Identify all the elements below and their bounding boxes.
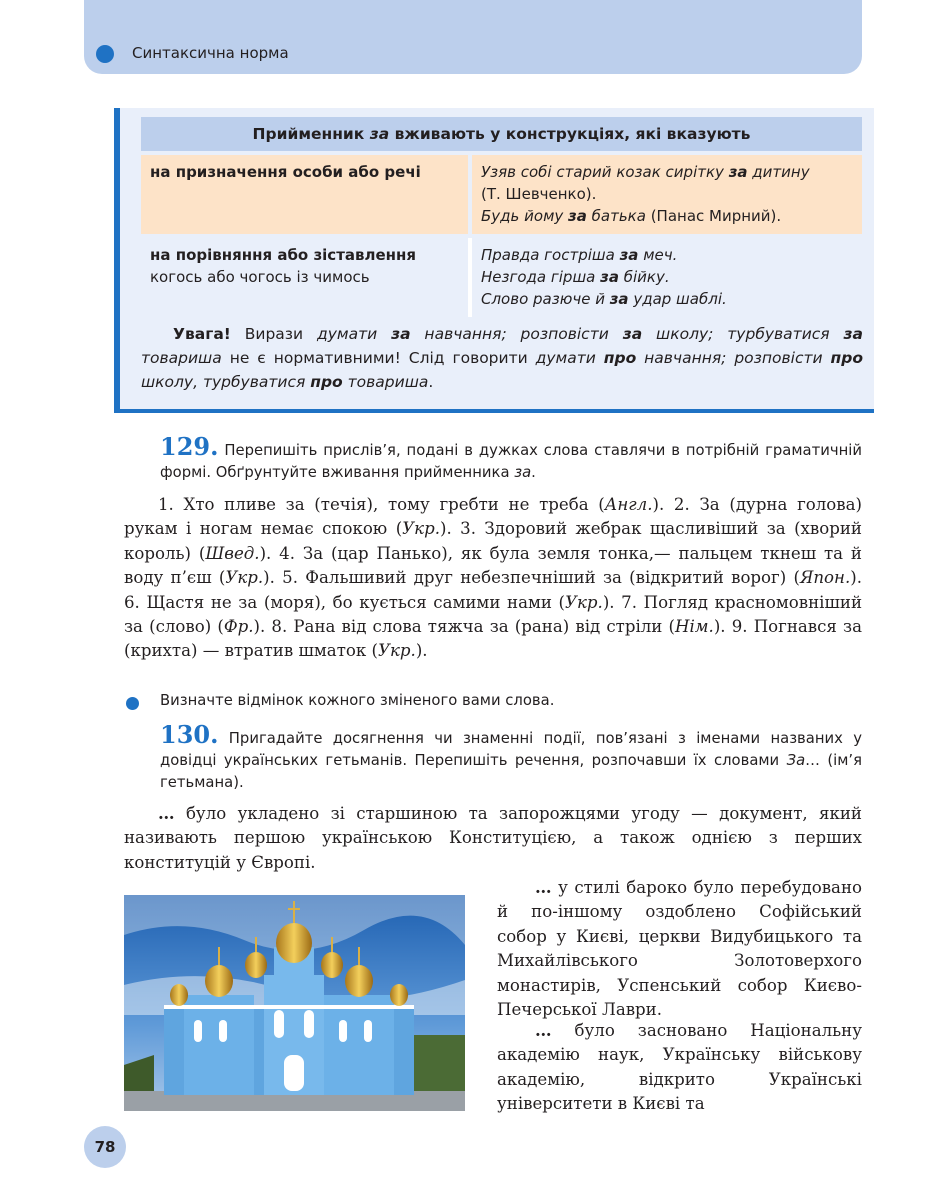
exercise-number: 129. <box>160 432 219 461</box>
rule-left-bar <box>114 108 120 413</box>
page-number: 78 <box>84 1126 126 1168</box>
row-examples: Узяв собі старий козак сирітку за дитину (Т. Шевченко). Будь йому за батька (Панас Мирний). <box>472 155 862 234</box>
header-band <box>84 0 862 74</box>
bullet-dot-icon <box>126 697 139 710</box>
exercise-130-task: 130. Пригадайте досягнення чи знаменні події, пов’язані з іменами названих у довідці українських гетьманів. Перепишіть речення, розпочавши їх словами За… (ім’я гетьмана). <box>160 720 862 791</box>
table-row <box>141 155 862 234</box>
table-row <box>141 238 862 317</box>
exercise-129-text: 1. Хто пливе за (течія), тому гребти не треба (Англ.). 2. За (дурна голова) рукам і ногам немає спокою (Укр.). 3. Здоровий жебрак щасливіший за (хворий король) (Швед.). 4. За (цар Панько), як була земля тонка,— пальцем ткнеш та й воду п’єш (Укр.). 5. Фальшивий друг небезпечніший за (відкритий ворог) (Япон.). 6. Щастя не за (моря), бо кується самими нами (Укр.). 7. Погляд красномовніший за (слово) (Фр.). 8. Рана від слова тяжча за (рана) від стріли (Нім.). 9. Погнався за (крихта) — втратив шматок (Укр.). <box>124 495 862 661</box>
exercise-130-paragraph-3: … було засновано Національну академію наук, Українську військову академію, відкрито Українські університети в Києві та <box>497 1020 862 1114</box>
section-title: Синтаксична норма <box>132 44 289 62</box>
exercise-130-paragraph-1: … було укладено зі старшиною та запорожцями угоду — документ, який називають першою українською Конституцією, а також однією з перших конституцій у Європі. <box>124 803 862 872</box>
row-examples: Правда гостріша за меч. Незгода гірша за бійку. Слово разюче й за удар шаблі. <box>472 238 862 317</box>
attention-note: Увага! Вирази думати за навчання; розповісти за школу; турбуватися за товариша не є нормативними! Слід говорити думати про навчання; розповісти про школу, турбуватися про товариша. <box>141 325 863 391</box>
exercise-130-paragraph-2: … у стилі бароко було перебудовано й по-іншому оздоблено Софійський собор у Києві, церкви Видубицького та Михайлівського Золотоверхого монастирів, Успенський собор Києво-Печерської Лаври. <box>497 877 862 1020</box>
section-dot-icon <box>96 45 114 63</box>
exercise-number: 130. <box>160 720 219 749</box>
bullet-task: Визначте відмінок кожного зміненого вами слова. <box>160 692 555 709</box>
cathedral-photo <box>124 895 465 1111</box>
exercise-129-task: 129. Перепишіть прислів’я, подані в дужках слова ставлячи в потрібній граматичній формі. Обґрунтуйте вживання прийменника за. <box>160 432 862 481</box>
rule-table <box>141 113 862 321</box>
rule-block <box>114 108 874 413</box>
row-label: на порівняння або зіставлення когось або чогось із чимось <box>141 238 472 317</box>
rule-table-header: Прийменник за вживають у конструкціях, які вказують <box>141 117 862 151</box>
row-label: на призначення особи або речі <box>141 155 472 234</box>
rule-bottom-bar <box>114 409 874 413</box>
